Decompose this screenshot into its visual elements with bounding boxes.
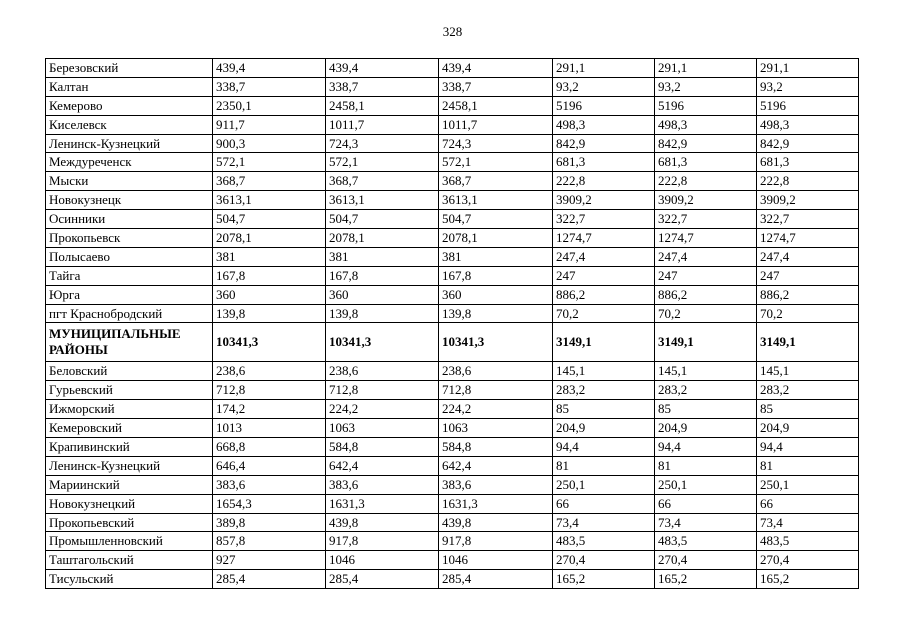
table-row xyxy=(46,362,859,381)
cell-value-col6: 247,4 xyxy=(757,247,859,266)
cell-value-col1: 368,7 xyxy=(213,172,326,191)
row-name: Тайга xyxy=(46,266,213,285)
table-row xyxy=(46,532,859,551)
row-name: МУНИЦИПАЛЬНЫЕ РАЙОНЫ xyxy=(46,323,213,362)
cell-value-col3: 724,3 xyxy=(439,134,553,153)
cell-value-col3: 360 xyxy=(439,285,553,304)
cell-value-col6: 165,2 xyxy=(757,570,859,589)
cell-value-col3: 238,6 xyxy=(439,362,553,381)
cell-value-col1: 381 xyxy=(213,247,326,266)
cell-value-col5: 886,2 xyxy=(655,285,757,304)
cell-value-col4: 204,9 xyxy=(553,419,655,438)
cell-value-col6: 322,7 xyxy=(757,210,859,229)
row-name: Крапивинский xyxy=(46,438,213,457)
cell-value-col5: 283,2 xyxy=(655,381,757,400)
cell-value-col2: 1011,7 xyxy=(326,115,439,134)
cell-value-col1: 668,8 xyxy=(213,438,326,457)
cell-value-col5: 3909,2 xyxy=(655,191,757,210)
table-row xyxy=(46,400,859,419)
table-row xyxy=(46,191,859,210)
cell-value-col2: 238,6 xyxy=(326,362,439,381)
table-row xyxy=(46,438,859,457)
cell-value-col3: 1046 xyxy=(439,551,553,570)
cell-value-col5: 1274,7 xyxy=(655,229,757,248)
cell-value-col6: 498,3 xyxy=(757,115,859,134)
cell-value-col2: 224,2 xyxy=(326,400,439,419)
cell-value-col1: 900,3 xyxy=(213,134,326,153)
cell-value-col4: 3149,1 xyxy=(553,323,655,362)
row-name: Кемеровский xyxy=(46,419,213,438)
cell-value-col3: 167,8 xyxy=(439,266,553,285)
cell-value-col1: 360 xyxy=(213,285,326,304)
row-name: Гурьевский xyxy=(46,381,213,400)
cell-value-col5: 842,9 xyxy=(655,134,757,153)
cell-value-col5: 70,2 xyxy=(655,304,757,323)
table-row xyxy=(46,419,859,438)
row-name: Мариинский xyxy=(46,475,213,494)
cell-value-col3: 224,2 xyxy=(439,400,553,419)
cell-value-col3: 504,7 xyxy=(439,210,553,229)
row-name: Междуреченск xyxy=(46,153,213,172)
cell-value-col3: 2078,1 xyxy=(439,229,553,248)
cell-value-col3: 1011,7 xyxy=(439,115,553,134)
cell-value-col3: 584,8 xyxy=(439,438,553,457)
cell-value-col6: 66 xyxy=(757,494,859,513)
cell-value-col3: 381 xyxy=(439,247,553,266)
cell-value-col4: 1274,7 xyxy=(553,229,655,248)
cell-value-col6: 94,4 xyxy=(757,438,859,457)
cell-value-col2: 2078,1 xyxy=(326,229,439,248)
cell-value-col6: 70,2 xyxy=(757,304,859,323)
cell-value-col1: 712,8 xyxy=(213,381,326,400)
cell-value-col6: 270,4 xyxy=(757,551,859,570)
cell-value-col1: 383,6 xyxy=(213,475,326,494)
cell-value-col6: 291,1 xyxy=(757,59,859,78)
cell-value-col2: 439,4 xyxy=(326,59,439,78)
cell-value-col4: 498,3 xyxy=(553,115,655,134)
cell-value-col5: 94,4 xyxy=(655,438,757,457)
row-name: Киселевск xyxy=(46,115,213,134)
cell-value-col6: 93,2 xyxy=(757,77,859,96)
cell-value-col2: 724,3 xyxy=(326,134,439,153)
table-row xyxy=(46,247,859,266)
cell-value-col2: 285,4 xyxy=(326,570,439,589)
cell-value-col5: 681,3 xyxy=(655,153,757,172)
cell-value-col2: 1631,3 xyxy=(326,494,439,513)
cell-value-col4: 70,2 xyxy=(553,304,655,323)
cell-value-col4: 222,8 xyxy=(553,172,655,191)
cell-value-col1: 1013 xyxy=(213,419,326,438)
table-row xyxy=(46,551,859,570)
table-row xyxy=(46,266,859,285)
table-row xyxy=(46,172,859,191)
table-row xyxy=(46,494,859,513)
cell-value-col1: 857,8 xyxy=(213,532,326,551)
cell-value-col4: 73,4 xyxy=(553,513,655,532)
row-name: пгт Краснобродский xyxy=(46,304,213,323)
cell-value-col5: 222,8 xyxy=(655,172,757,191)
cell-value-col4: 247 xyxy=(553,266,655,285)
cell-value-col6: 222,8 xyxy=(757,172,859,191)
cell-value-col6: 681,3 xyxy=(757,153,859,172)
table-row xyxy=(46,59,859,78)
cell-value-col3: 917,8 xyxy=(439,532,553,551)
cell-value-col4: 842,9 xyxy=(553,134,655,153)
row-name: Полысаево xyxy=(46,247,213,266)
cell-value-col3: 338,7 xyxy=(439,77,553,96)
data-table xyxy=(45,58,859,589)
cell-value-col1: 139,8 xyxy=(213,304,326,323)
cell-value-col5: 247 xyxy=(655,266,757,285)
cell-value-col4: 81 xyxy=(553,456,655,475)
table-row xyxy=(46,570,859,589)
cell-value-col5: 250,1 xyxy=(655,475,757,494)
cell-value-col2: 383,6 xyxy=(326,475,439,494)
cell-value-col3: 285,4 xyxy=(439,570,553,589)
row-name: Тисульский xyxy=(46,570,213,589)
cell-value-col3: 642,4 xyxy=(439,456,553,475)
cell-value-col4: 85 xyxy=(553,400,655,419)
cell-value-col1: 174,2 xyxy=(213,400,326,419)
table-row xyxy=(46,77,859,96)
cell-value-col1: 2078,1 xyxy=(213,229,326,248)
cell-value-col2: 917,8 xyxy=(326,532,439,551)
cell-value-col6: 247 xyxy=(757,266,859,285)
cell-value-col6: 483,5 xyxy=(757,532,859,551)
cell-value-col2: 642,4 xyxy=(326,456,439,475)
row-name: Новокузнецк xyxy=(46,191,213,210)
cell-value-col4: 247,4 xyxy=(553,247,655,266)
cell-value-col6: 283,2 xyxy=(757,381,859,400)
table-row xyxy=(46,134,859,153)
cell-value-col5: 204,9 xyxy=(655,419,757,438)
cell-value-col4: 3909,2 xyxy=(553,191,655,210)
cell-value-col4: 886,2 xyxy=(553,285,655,304)
cell-value-col2: 584,8 xyxy=(326,438,439,457)
cell-value-col4: 483,5 xyxy=(553,532,655,551)
cell-value-col6: 3909,2 xyxy=(757,191,859,210)
row-name: Прокопьевский xyxy=(46,513,213,532)
row-name: Мыски xyxy=(46,172,213,191)
cell-value-col5: 165,2 xyxy=(655,570,757,589)
cell-value-col2: 381 xyxy=(326,247,439,266)
cell-value-col4: 283,2 xyxy=(553,381,655,400)
cell-value-col1: 167,8 xyxy=(213,266,326,285)
table-row xyxy=(46,475,859,494)
cell-value-col1: 439,4 xyxy=(213,59,326,78)
cell-value-col4: 250,1 xyxy=(553,475,655,494)
table-row xyxy=(46,513,859,532)
cell-value-col4: 681,3 xyxy=(553,153,655,172)
cell-value-col4: 5196 xyxy=(553,96,655,115)
cell-value-col3: 439,8 xyxy=(439,513,553,532)
row-name: Кемерово xyxy=(46,96,213,115)
cell-value-col1: 911,7 xyxy=(213,115,326,134)
cell-value-col4: 145,1 xyxy=(553,362,655,381)
cell-value-col5: 498,3 xyxy=(655,115,757,134)
cell-value-col2: 439,8 xyxy=(326,513,439,532)
cell-value-col4: 322,7 xyxy=(553,210,655,229)
cell-value-col5: 85 xyxy=(655,400,757,419)
table-row xyxy=(46,96,859,115)
cell-value-col3: 2458,1 xyxy=(439,96,553,115)
table-row xyxy=(46,115,859,134)
row-name: Калтан xyxy=(46,77,213,96)
cell-value-col2: 338,7 xyxy=(326,77,439,96)
cell-value-col4: 94,4 xyxy=(553,438,655,457)
cell-value-col2: 10341,3 xyxy=(326,323,439,362)
row-name: Ижморский xyxy=(46,400,213,419)
cell-value-col2: 1063 xyxy=(326,419,439,438)
cell-value-col1: 238,6 xyxy=(213,362,326,381)
cell-value-col1: 389,8 xyxy=(213,513,326,532)
cell-value-col3: 10341,3 xyxy=(439,323,553,362)
table-row xyxy=(46,285,859,304)
cell-value-col3: 368,7 xyxy=(439,172,553,191)
row-name: Осинники xyxy=(46,210,213,229)
cell-value-col1: 338,7 xyxy=(213,77,326,96)
cell-value-col6: 250,1 xyxy=(757,475,859,494)
cell-value-col2: 368,7 xyxy=(326,172,439,191)
cell-value-col6: 3149,1 xyxy=(757,323,859,362)
cell-value-col3: 439,4 xyxy=(439,59,553,78)
cell-value-col3: 1631,3 xyxy=(439,494,553,513)
cell-value-col2: 2458,1 xyxy=(326,96,439,115)
row-name: Прокопьевск xyxy=(46,229,213,248)
cell-value-col1: 10341,3 xyxy=(213,323,326,362)
cell-value-col4: 270,4 xyxy=(553,551,655,570)
cell-value-col5: 247,4 xyxy=(655,247,757,266)
cell-value-col3: 1063 xyxy=(439,419,553,438)
cell-value-col2: 504,7 xyxy=(326,210,439,229)
cell-value-col3: 712,8 xyxy=(439,381,553,400)
page-number: 328 xyxy=(442,24,463,39)
row-name: Ленинск-Кузнецкий xyxy=(46,134,213,153)
cell-value-col4: 291,1 xyxy=(553,59,655,78)
cell-value-col6: 145,1 xyxy=(757,362,859,381)
cell-value-col5: 291,1 xyxy=(655,59,757,78)
cell-value-col5: 66 xyxy=(655,494,757,513)
cell-value-col5: 3149,1 xyxy=(655,323,757,362)
table-row xyxy=(46,210,859,229)
cell-value-col1: 572,1 xyxy=(213,153,326,172)
row-name: Промышленновский xyxy=(46,532,213,551)
cell-value-col3: 139,8 xyxy=(439,304,553,323)
cell-value-col6: 842,9 xyxy=(757,134,859,153)
cell-value-col1: 504,7 xyxy=(213,210,326,229)
row-name: Таштагольский xyxy=(46,551,213,570)
row-name: Ленинск-Кузнецкий xyxy=(46,456,213,475)
table-row xyxy=(46,456,859,475)
cell-value-col4: 93,2 xyxy=(553,77,655,96)
cell-value-col2: 167,8 xyxy=(326,266,439,285)
cell-value-col6: 85 xyxy=(757,400,859,419)
cell-value-col5: 5196 xyxy=(655,96,757,115)
row-name: Беловский xyxy=(46,362,213,381)
table-row xyxy=(46,229,859,248)
cell-value-col6: 5196 xyxy=(757,96,859,115)
cell-value-col4: 165,2 xyxy=(553,570,655,589)
cell-value-col6: 204,9 xyxy=(757,419,859,438)
table-body xyxy=(46,59,859,589)
table-row xyxy=(46,304,859,323)
cell-value-col1: 3613,1 xyxy=(213,191,326,210)
cell-value-col5: 270,4 xyxy=(655,551,757,570)
row-name: Юрга xyxy=(46,285,213,304)
cell-value-col1: 2350,1 xyxy=(213,96,326,115)
cell-value-col3: 383,6 xyxy=(439,475,553,494)
table-row xyxy=(46,381,859,400)
cell-value-col4: 66 xyxy=(553,494,655,513)
row-name: Новокузнецкий xyxy=(46,494,213,513)
table-row xyxy=(46,153,859,172)
cell-value-col6: 73,4 xyxy=(757,513,859,532)
cell-value-col3: 572,1 xyxy=(439,153,553,172)
cell-value-col6: 886,2 xyxy=(757,285,859,304)
cell-value-col3: 3613,1 xyxy=(439,191,553,210)
cell-value-col5: 93,2 xyxy=(655,77,757,96)
cell-value-col1: 646,4 xyxy=(213,456,326,475)
cell-value-col1: 285,4 xyxy=(213,570,326,589)
cell-value-col5: 322,7 xyxy=(655,210,757,229)
cell-value-col2: 712,8 xyxy=(326,381,439,400)
cell-value-col5: 483,5 xyxy=(655,532,757,551)
cell-value-col2: 360 xyxy=(326,285,439,304)
cell-value-col5: 145,1 xyxy=(655,362,757,381)
cell-value-col2: 139,8 xyxy=(326,304,439,323)
cell-value-col6: 81 xyxy=(757,456,859,475)
cell-value-col1: 1654,3 xyxy=(213,494,326,513)
cell-value-col2: 1046 xyxy=(326,551,439,570)
row-name: Березовский xyxy=(46,59,213,78)
cell-value-col2: 3613,1 xyxy=(326,191,439,210)
cell-value-col1: 927 xyxy=(213,551,326,570)
cell-value-col2: 572,1 xyxy=(326,153,439,172)
cell-value-col5: 81 xyxy=(655,456,757,475)
table-row-section xyxy=(46,323,859,362)
cell-value-col5: 73,4 xyxy=(655,513,757,532)
cell-value-col6: 1274,7 xyxy=(757,229,859,248)
